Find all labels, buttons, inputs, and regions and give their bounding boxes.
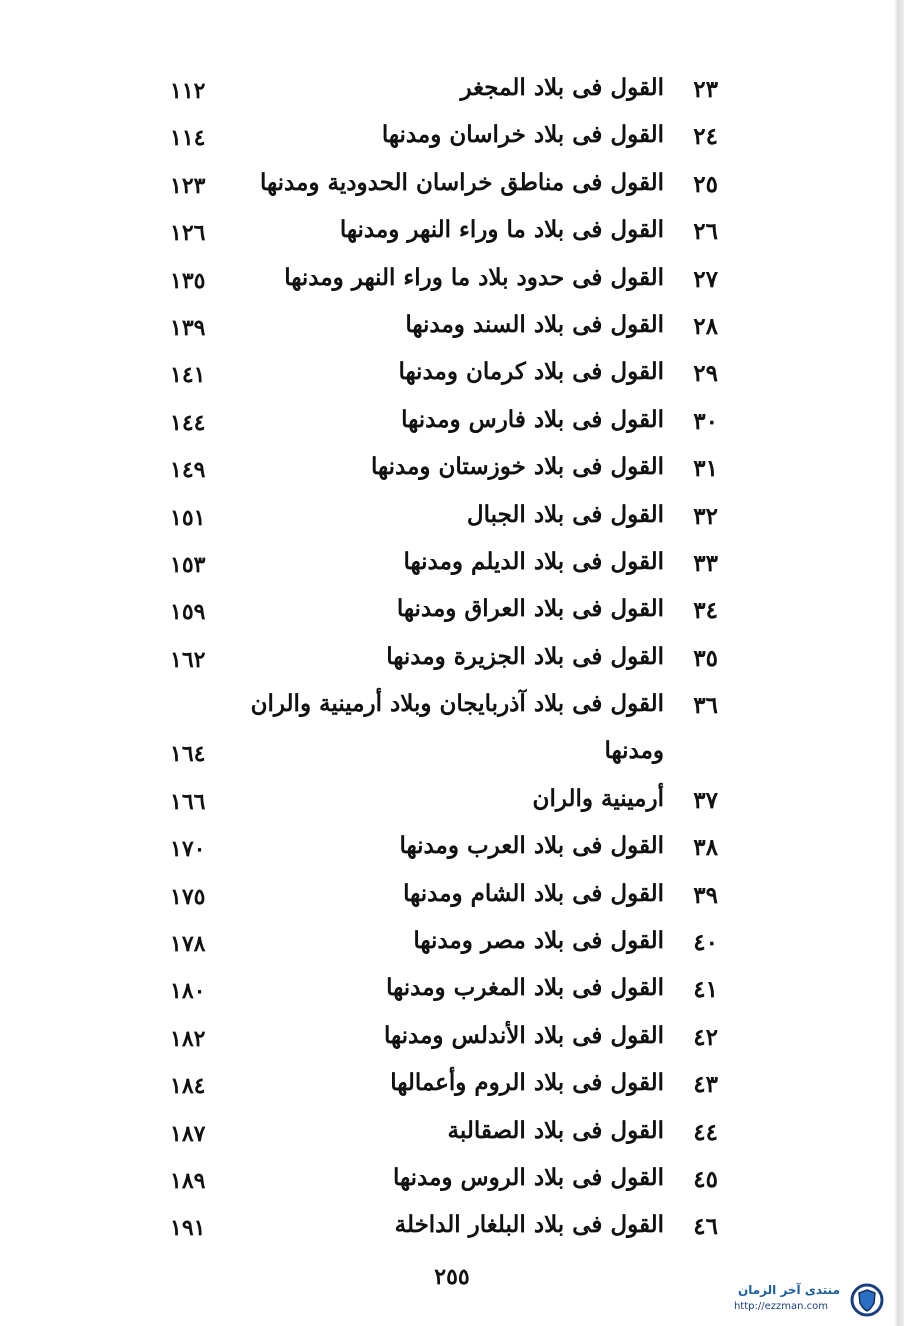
page-number: ١٤٩ — [170, 457, 206, 484]
chapter-number: ٣٤ — [693, 597, 718, 625]
page-number: ١٧٨ — [170, 931, 206, 958]
toc-entry — [0, 688, 904, 735]
toc-entry — [0, 1067, 904, 1114]
chapter-title: القول فى بلاد السند ومدنها — [405, 310, 664, 338]
page-number: ١٥١ — [170, 504, 206, 531]
toc-entry — [0, 783, 904, 830]
chapter-number: ٣٠ — [693, 407, 718, 435]
page-number: ١٨٤ — [170, 1073, 206, 1100]
chapter-title: القول فى حدود بلاد ما وراء النهر ومدنها — [284, 263, 664, 291]
chapter-number: ٢٨ — [693, 312, 718, 340]
chapter-number: ٣٥ — [693, 644, 718, 672]
chapter-number: ٢٥ — [693, 170, 718, 198]
toc-entry — [0, 925, 904, 972]
chapter-number: ٣٢ — [693, 502, 718, 530]
page-number: ١٤١ — [170, 362, 206, 389]
chapter-title: القول فى بلاد العراق ومدنها — [396, 595, 664, 623]
page-number: ١٨٧ — [170, 1120, 206, 1147]
watermark-url: http://ezzman.com — [733, 1301, 828, 1312]
chapter-number: ٢٧ — [693, 265, 718, 293]
table-of-contents — [0, 72, 904, 1257]
toc-entry — [0, 214, 904, 261]
page-number: ١٣٩ — [170, 314, 206, 341]
chapter-number: ٤٠ — [693, 929, 718, 957]
toc-entry — [0, 546, 904, 593]
page-number: ١٤٤ — [170, 409, 206, 436]
chapter-number: ٣٣ — [693, 549, 718, 577]
chapter-title: القول فى بلاد الديلم ومدنها — [403, 547, 664, 575]
page-number: ١٨٩ — [170, 1167, 206, 1194]
chapter-number: ٤١ — [693, 976, 718, 1004]
chapter-title: القول فى بلاد الشام ومدنها — [403, 879, 664, 907]
chapter-title: القول فى بلاد الأندلس ومدنها — [383, 1021, 664, 1049]
page-number: ١٨٠ — [170, 978, 206, 1005]
chapter-title: القول فى بلاد خراسان ومدنها — [381, 121, 664, 149]
page-number: ١٥٣ — [170, 551, 206, 578]
toc-entry — [0, 641, 904, 688]
chapter-title: القول فى بلاد الجبال — [466, 500, 664, 528]
page-number: ١٦٦ — [170, 788, 206, 815]
toc-entry — [0, 830, 904, 877]
chapter-title: أرمينية والران — [532, 784, 664, 812]
toc-entry — [0, 451, 904, 498]
page-number: ١٥٩ — [170, 599, 206, 626]
toc-entry — [0, 499, 904, 546]
page-folio-number: ٢٥٥ — [434, 1264, 470, 1290]
toc-entry — [0, 404, 904, 451]
page-number: ١١٤ — [170, 125, 206, 152]
toc-entry — [0, 356, 904, 403]
forum-watermark — [692, 1281, 892, 1321]
chapter-title: القول فى بلاد ما وراء النهر ومدنها — [339, 216, 664, 244]
toc-entry — [0, 878, 904, 925]
chapter-title: القول فى بلاد المغرب ومدنها — [386, 974, 664, 1002]
chapter-number: ٤٦ — [693, 1213, 718, 1241]
chapter-title: القول فى بلاد المجغر — [460, 74, 664, 101]
toc-entry — [0, 1162, 904, 1209]
chapter-number: ٤٤ — [693, 1118, 718, 1146]
toc-entry — [0, 1115, 904, 1162]
chapter-title: القول فى بلاد العرب ومدنها — [399, 832, 664, 860]
page-number: ١٧٠ — [170, 836, 206, 863]
chapter-number: ٢٩ — [693, 360, 718, 388]
page-number: ١٩١ — [170, 1215, 206, 1242]
page-number: ١٨٢ — [170, 1025, 206, 1052]
chapter-title: القول فى بلاد الروس ومدنها — [393, 1163, 664, 1191]
page-number: ١١٢ — [170, 78, 206, 104]
chapter-title: القول فى بلاد الجزيرة ومدنها — [386, 642, 664, 670]
chapter-number: ٣٨ — [693, 834, 718, 862]
page-number: ١٣٥ — [170, 267, 206, 294]
toc-entry — [0, 262, 904, 309]
toc-entry — [0, 119, 904, 166]
page-number: ١٦٢ — [170, 646, 206, 673]
chapter-number: ٤٣ — [693, 1071, 718, 1099]
chapter-title: القول فى بلاد خوزستان ومدنها — [370, 453, 664, 481]
page-number: ١٦٤ — [170, 741, 206, 768]
toc-entry — [0, 167, 904, 214]
chapter-number: ٣٩ — [693, 881, 718, 909]
toc-entry — [0, 735, 904, 782]
watermark-text: منتدى آخر الزمان — [738, 1283, 840, 1297]
chapter-title: القول فى بلاد الروم وأعمالها — [390, 1069, 664, 1097]
chapter-title: القول فى مناطق خراسان الحدودية ومدنها — [260, 168, 664, 196]
toc-entry — [0, 972, 904, 1019]
toc-entry — [0, 1020, 904, 1067]
chapter-number: ٤٢ — [693, 1023, 718, 1051]
chapter-number: ٤٥ — [693, 1165, 718, 1193]
chapter-title: القول فى بلاد البلغار الداخلة — [394, 1211, 664, 1239]
page-number: ١٢٣ — [170, 172, 206, 199]
page-number: ١٢٦ — [170, 220, 206, 247]
shield-logo-icon — [850, 1283, 884, 1317]
chapter-number: ٣١ — [693, 455, 718, 483]
chapter-number: ٢٦ — [693, 218, 718, 246]
chapter-title: القول فى بلاد كرمان ومدنها — [398, 358, 664, 386]
toc-entry — [0, 1209, 904, 1256]
chapter-title: القول فى بلاد مصر ومدنها — [413, 927, 664, 955]
chapter-title: القول فى بلاد آذربايجان وبلاد أرمينية والران — [250, 690, 664, 718]
chapter-number: ٢٤ — [693, 123, 718, 151]
toc-entry — [0, 309, 904, 356]
chapter-number: ٣٦ — [693, 692, 718, 720]
toc-entry — [0, 593, 904, 640]
page-number: ١٧٥ — [170, 883, 206, 910]
chapter-title: القول فى بلاد فارس ومدنها — [401, 405, 664, 433]
toc-entry — [0, 72, 904, 119]
chapter-title: ومدنها — [604, 737, 664, 765]
chapter-title: القول فى بلاد الصقالبة — [447, 1116, 664, 1144]
chapter-number: ٢٣ — [693, 76, 718, 103]
chapter-number: ٣٧ — [693, 786, 718, 814]
